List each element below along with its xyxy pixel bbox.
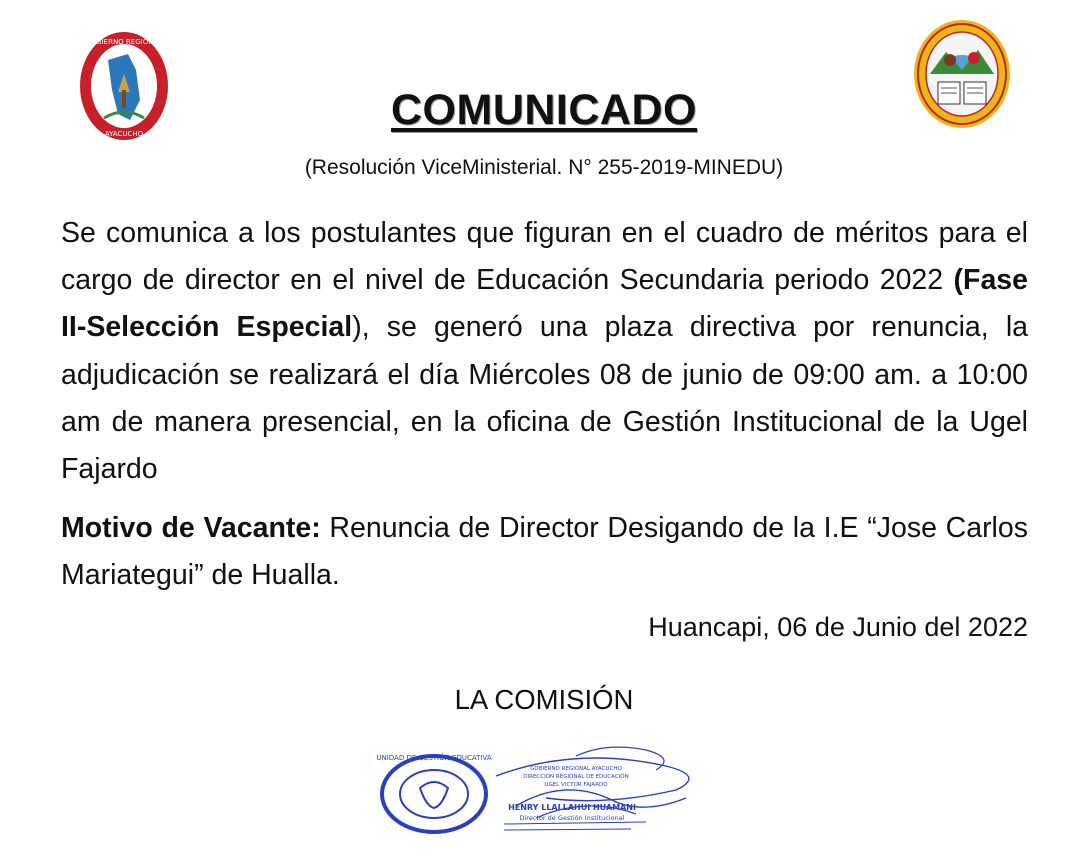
svg-text:AYACUCHO: AYACUCHO [104, 130, 144, 138]
svg-text:HENRY LLALLAHUI HUAMANI: HENRY LLALLAHUI HUAMANI [508, 803, 636, 812]
commission-signoff: LA COMISIÓN [454, 684, 634, 715]
body-text-start: Se comunica a los postulantes que figuran en el cuadro de méritos para el cargo de director en el nivel de Educación Secundaria periodo 2022 [61, 217, 1028, 297]
place-and-date: Huancapi, 06 de Junio del 2022 [648, 612, 1028, 642]
svg-text:Director de Gestión Institucio: Director de Gestión Institucional [519, 814, 625, 822]
svg-text:GOBIERNO REGIONAL AYACUCHO: GOBIERNO REGIONAL AYACUCHO [530, 766, 622, 772]
official-stamp-signature [376, 736, 716, 846]
svg-text:UGEL VICTOR FAJARDO: UGEL VICTOR FAJARDO [544, 782, 608, 788]
resolution-reference: (Resolución ViceMinisterial. N° 255-2019-MINEDU) [304, 156, 784, 179]
phase-highlight: (Fase II-Selección Especial [61, 264, 1028, 344]
svg-text:DIRECCIÓN REGIONAL DE EDUCACIÓ: DIRECCIÓN REGIONAL DE EDUCACIÓN [523, 774, 629, 780]
svg-text:GOBIERNO REGIONAL: GOBIERNO REGIONAL [85, 38, 163, 46]
announcement-body [61, 210, 1028, 493]
page-title: COMUNICADO [391, 86, 697, 134]
svg-text:UNIDAD DE GESTIÓN EDUCATIVA: UNIDAD DE GESTIÓN EDUCATIVA [376, 754, 492, 762]
body-text-end: ), se generó una plaza directiva por renuncia, la adjudicación se realizará el día Miércoles 08 de junio de 09:00 am. a 10:00 am de manera presencial, en la oficina de Gestión Institucional de la Ugel Fajardo [61, 311, 1029, 486]
vacancy-reason-text: Renuncia de Director Desigando de la I.E “Jose Carlos Mariategui” de Hualla. [61, 512, 1028, 591]
vacancy-reason-label: Motivo de Vacante: [61, 512, 321, 544]
vacancy-reason [61, 505, 1028, 599]
